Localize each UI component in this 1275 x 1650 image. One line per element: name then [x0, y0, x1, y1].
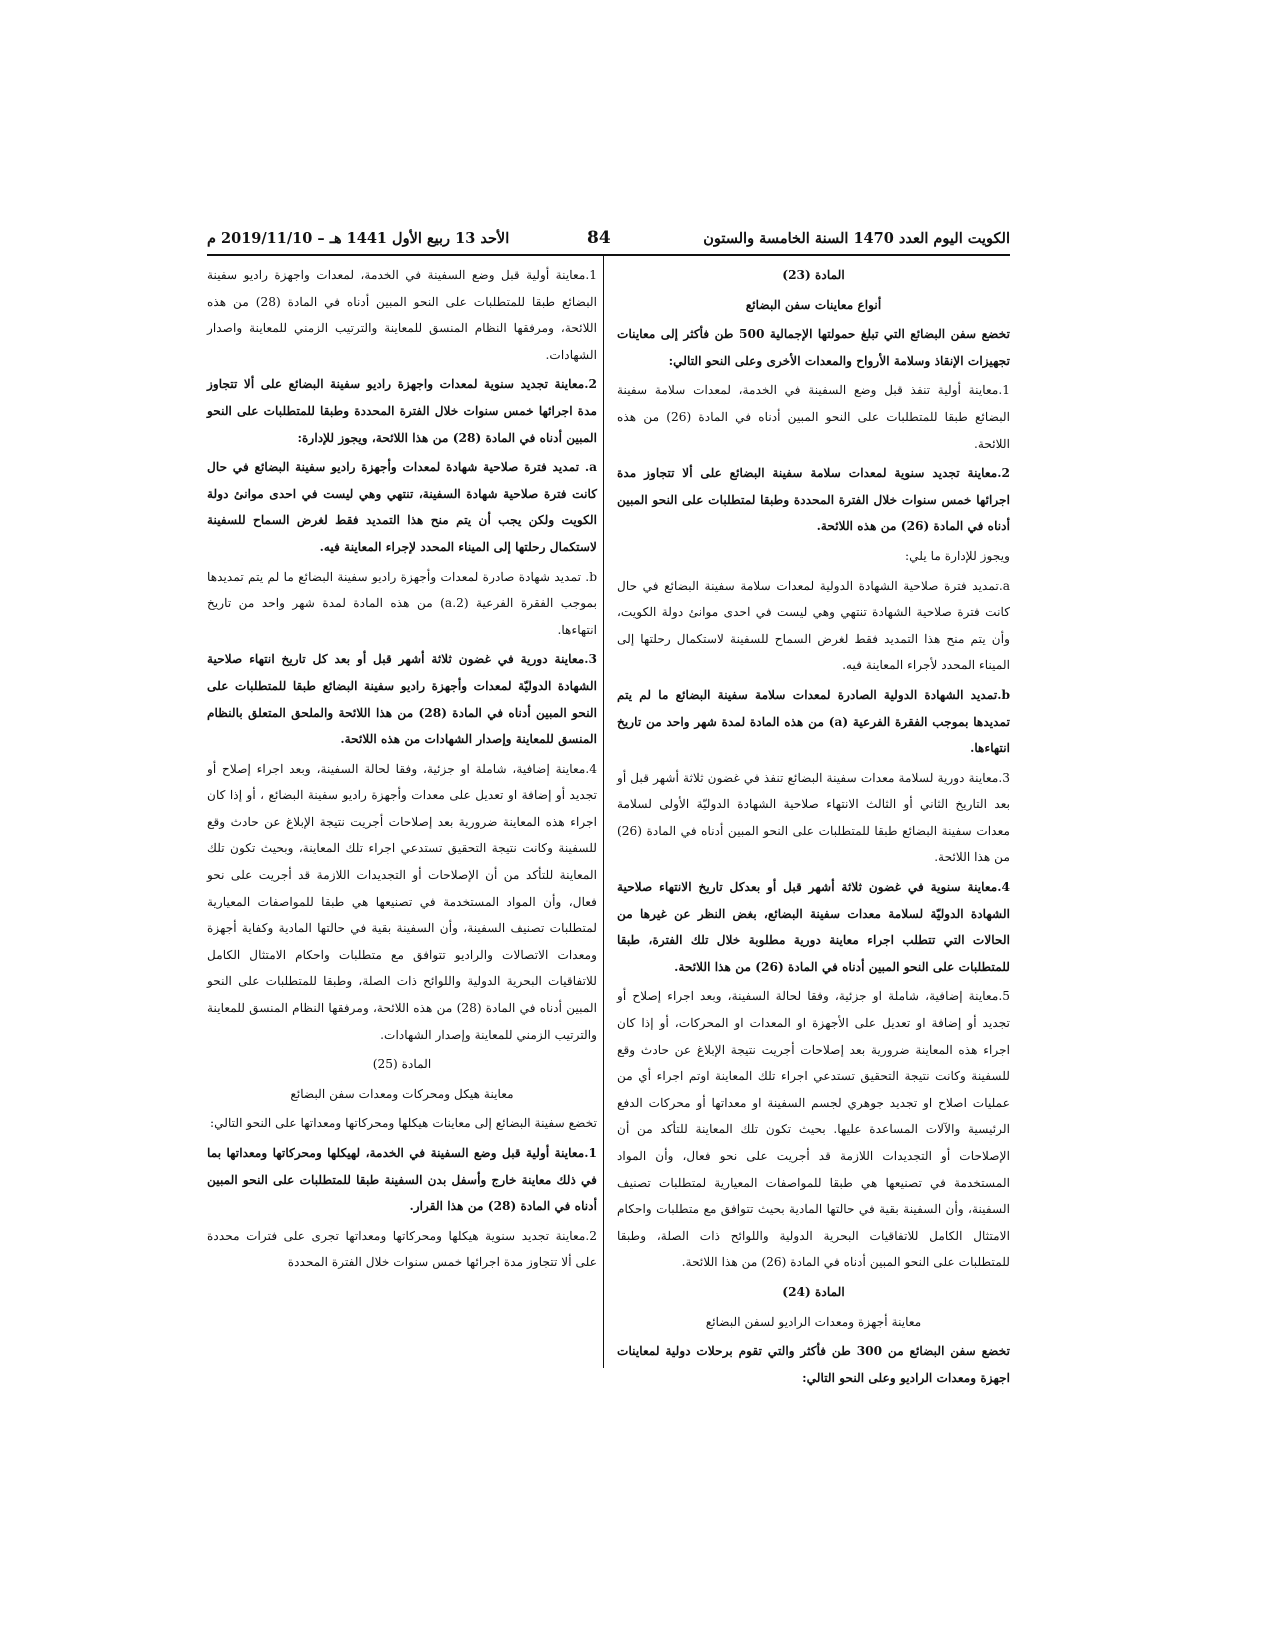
- article-23-item-4: 4.معاينة سنوية في غضون ثلاثة أشهر قبل أو بعدكل تاريخ الانتهاء صلاحية الشهادة الدوليّة لسلامة معدات سفينة البضائع، بغض النظر عن غيرها من الحالات التي تتطلب اجراء معاينة دورية مطلوبة خلال تلك الفترة، طبقا للمتطلبات على النحو المبين أدناه في المادة (26) من هذا اللائحة.: [617, 880, 1010, 974]
- article-25-subtitle: معاينة هيكل ومحركات ومعدات سفن البضائع: [290, 1086, 514, 1101]
- article-23-admin: ويجوز للإدارة ما يلي:: [905, 548, 1010, 563]
- article-23-item-1: 1.معاينة أولية تنفذ قبل وضع السفينة في الخدمة، لمعدات سلامة سفينة البضائع طبقا للمتطلبات على النحو المبين أدناه في المادة (26) من هذه اللائحة.: [617, 383, 1010, 451]
- article-23-intro: تخضع سفن البضائع التي تبلغ حمولتها الإجمالية 500 طن فأكثر إلى معاينات تجهيزات الإنقاذ وسلامة الأرواح والمعدات الأخرى وعلى النحو التالي:: [617, 327, 1010, 368]
- article-24-item-a: a. تمديد فترة صلاحية شهادة لمعدات وأجهزة راديو سفينة البضائع في حال كانت فترة صلاحية شهادة السفينة، تنتهي وهي ليست في احدى موانئ دولة الكويت ولكن يجب أن يتم منح هذا التمديد فقط لغرض السماح للسفينة لاستكمال رحلتها إلى الميناء المحدد لإجراء المعاينة فيه.: [207, 460, 597, 554]
- article-23-item-a: a.تمديد فترة صلاحية الشهادة الدولية لمعدات سلامة سفينة البضائع في حال كانت فترة صلاحية الشهادة تنتهي وهي ليست في احدى موانئ دولة الكويت، وأن يتم منح هذا التمديد فقط لغرض السماح للسفينة لاستكمال رحلتها إلى الميناء المحدد لأجراء المعاينة فيه.: [617, 578, 1010, 673]
- article-23-title: المادة (23): [782, 268, 845, 282]
- article-23-item-3: 3.معاينة دورية لسلامة معدات سفينة البضائع تنفذ في غضون ثلاثة أشهر قبل أو بعد التاريخ الثاني أو الثالث الانتهاء صلاحية الشهادة الدوليّة الأولى لسلامة معدات سفينة البضائع طبقا للمتطلبات على النحو المبين أدناه في المادة (26) من هذا اللائحة.: [617, 770, 1010, 865]
- article-25-item-2: 2.معاينة تجديد سنوية هيكلها ومحركاتها ومعداتها تجرى على فترات محددة على ألا تتجاوز مدة اجرائها خمس سنوات خلال الفترة المحددة: [207, 1228, 597, 1270]
- article-24-subtitle: معاينة أجهزة ومعدات الراديو لسفن البضائع: [705, 1314, 922, 1329]
- article-25-item-1: 1.معاينة أولية قبل وضع السفينة في الخدمة، لهيكلها ومحركاتها ومعداتها بما في ذلك معاينة خارج وأسفل بدن السفينة طبقا للمتطلبات على النحو المبين أدناه في المادة (28) من هذا القرار.: [207, 1146, 597, 1214]
- page-header: [207, 226, 1010, 252]
- left-column: [207, 262, 597, 1279]
- page-number: 84: [587, 228, 611, 248]
- article-24-title: المادة (24): [782, 1284, 845, 1299]
- article-24-item-2: 2.معاينة تجديد سنوية لمعدات واجهزة راديو سفينة البضائع على ألا تتجاوز مدة اجرائها خمس سنوات خلال الفترة المحددة وطبقا للمتطلبات على النحو المبين أدناه في المادة (28) من هذا اللائحة، ويجوز للإدارة:: [207, 377, 597, 445]
- article-24-intro: تخضع سفن البضائع من 300 طن فأكثر والتي تقوم برحلات دولية لمعاينات اجهزة ومعدات الراديو وعلى النحو التالي:: [617, 1344, 1010, 1385]
- header-issue-info: الكويت اليوم العدد 1470 السنة الخامسة والستون: [703, 230, 1010, 247]
- article-24-item-3: 3.معاينة دورية في غضون ثلاثة أشهر قبل أو بعد كل تاريخ انتهاء صلاحية الشهادة الدوليّة لمعدات وأجهزة راديو سفينة البضائع طبقا للمتطلبات على النحو المبين أدناه في المادة (28) من هذا اللائحة والملحق المتعلق بالنظام المنسق للمعاينة وإصدار الشهادات من هذه اللائحة.: [207, 652, 597, 747]
- article-23-subtitle: أنواع معاينات سفن البضائع: [745, 297, 882, 312]
- article-23-item-5: 5.معاينة إضافية، شاملة او جزئية، وفقا لحالة السفينة، وبعد اجراء إصلاح أو تجديد أو إضافة او تعديل على الأجهزة او المعدات او المحركات، أو إذا كان اجراء هذه المعاينة ضرورية بعد إصلاحات أجريت نتيجة الإبلاغ عن حادث وقع للسفينة وكانت نتيجة التحقيق تستدعي اجراء تلك المعاينة اوتم اجراء أي من عمليات اصلاح او تجديد جوهري لجسم السفينة او معداتها أو محركات الدفع الرئيسية والآلات المساعدة عليها. بحيث تكون تلك المعاينة للتأكد من أن الإصلاحات أو التجديدات اللازمة قد أجريت على نحو فعال، وأن المواد المستخدمة في تصنيعها هي طبقا للمواصفات المعيارية لمتطلبات تصنيف السفينة، وأن السفينة بقية في حالتها المادية بحيث تتوافق مع متطلبات واحكام الامتثال الكامل للاتفاقيات البحرية الدولية واللوائح ذات الصلة، وطبقا للمتطلبات على النحو المبين أدناه في المادة (26) من هذا اللائحة.: [617, 989, 1010, 1270]
- right-column: [617, 262, 1010, 1394]
- gazette-page: [207, 226, 1010, 1385]
- column-divider: [603, 256, 604, 1368]
- header-rule: [207, 254, 1010, 256]
- article-23-item-b: b.تمديد الشهادة الدولية الصادرة لمعدات سلامة سفينة البضائع ما لم يتم تمديدها بموجب الفقرة الفرعية (a) من هذه المادة لمدة شهر واحد من تاريخ انتهاءها.: [617, 687, 1010, 756]
- article-23-item-2: 2.معاينة تجديد سنوية لمعدات سلامة سفينة البضائع على ألا تتجاوز مدة اجرائها خمس سنوات خلال الفترة المحددة وطبقا لمتطلبات على النحو المبين أدناه في المادة (26) من هذه اللائحة.: [617, 466, 1010, 534]
- article-24-item-4: 4.معاينة إضافية، شاملة او جزئية، وفقا لحالة السفينة، وبعد اجراء إصلاح أو تجديد أو إضافة او تعديل على معدات وأجهزة راديو سفينة البضائع ، أو إذا كان اجراء هذه المعاينة ضرورية بعد إصلاحات أجريت نتيجة الإبلاغ عن حادث وقع للسفينة وكانت نتيجة التحقيق تستدعي اجراء تلك المعاينة، وبحيث تكون تلك المعاينة للتأكد من أن الإصلاحات أو التجديدات اللازمة قد أجريت على نحو فعال، وأن المواد المستخدمة في تصنيعها هي طبقا للمواصفات المعيارية لمتطلبات تصنيف السفينة، وأن السفينة بقية في حالتها المادية وكفاية أجهزة ومعدات الاتصالات والراديو تتوافق مع متطلبات واحكام الامتثال الكامل للاتفاقيات البحرية الدولية واللوائح ذات الصلة، وطبقا للمتطلبات على النحو المبين أدناه في المادة (28) من هذه اللائحة، ومرفقها النظام المنسق للمعاينة والترتيب الزمني للمعاينة وإصدار الشهادات.: [207, 761, 597, 1042]
- header-date: الأحد 13 ربيع الأول 1441 هـ – 2019/11/10 م: [207, 230, 510, 247]
- article-25-intro: تخضع سفينة البضائع إلى معاينات هيكلها ومحركاتها ومعداتها على النحو التالي:: [209, 1116, 597, 1131]
- article-24-item-b: b. تمديد شهادة صادرة لمعدات وأجهزة راديو سفينة البضائع ما لم يتم تمديدها بموجب الفقرة الفرعية (2.a) من هذه المادة لمدة شهر واحد من تاريخ انتهاءها.: [207, 569, 597, 637]
- article-24-item-1: 1.معاينة أولية قبل وضع السفينة في الخدمة، لمعدات واجهزة راديو سفينة البضائع طبقا للمتطلبات على النحو المبين أدناه في المادة (28) من هذه اللائحة، ومرفقها النظام المنسق للمعاينة والترتيب الزمني للمعاينة واصدار الشهادات.: [207, 268, 597, 362]
- article-25-title: المادة (25): [372, 1057, 432, 1072]
